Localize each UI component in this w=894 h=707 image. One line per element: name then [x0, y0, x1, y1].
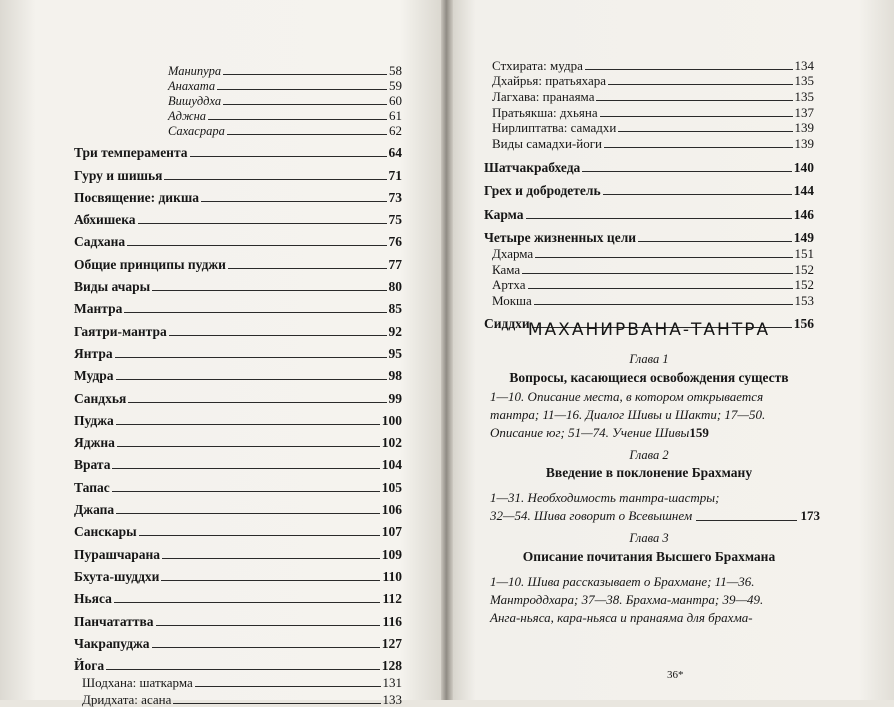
toc-entry	[74, 138, 402, 160]
leader-dots	[162, 558, 380, 559]
toc-entry-page: 109	[381, 546, 402, 562]
leader-dots	[596, 100, 792, 101]
toc-entry-page: 110	[382, 568, 402, 584]
toc-entry-title: Стхирата: мудра	[492, 57, 583, 73]
toc-entry-page: 116	[382, 613, 402, 629]
leader-dots	[106, 669, 380, 670]
toc-entry-page: 146	[793, 206, 814, 222]
toc-entry-title: Янтра	[74, 345, 113, 361]
leader-dots	[116, 513, 380, 514]
leader-dots	[526, 218, 792, 219]
toc-entry	[74, 227, 402, 249]
toc-entry-page: 135	[794, 73, 814, 89]
right-table-of-contents	[484, 57, 814, 331]
toc-entry-title: Мокша	[492, 292, 532, 308]
toc-entry-title: Сиддхи	[484, 316, 530, 332]
leader-dots	[190, 156, 387, 157]
leader-dots	[124, 312, 386, 313]
toc-entry-page: 135	[794, 89, 814, 105]
toc-entry	[484, 120, 814, 136]
toc-entry-title: Санскары	[74, 524, 137, 540]
toc-entry	[484, 245, 814, 261]
toc-entry-title: Артха	[492, 277, 526, 293]
toc-entry-page: 76	[388, 234, 402, 250]
toc-entry	[74, 450, 402, 472]
toc-entry	[484, 222, 814, 246]
toc-entry-title: Пуджа	[74, 412, 114, 428]
leader-dots	[152, 290, 386, 291]
chapter-3-line: 1—10. Шива рассказывает о Брахмане; 11—36.	[490, 574, 755, 589]
toc-entry	[484, 175, 814, 199]
toc-entry-page: 133	[382, 692, 402, 707]
toc-entry-title: Сандхья	[74, 390, 127, 406]
toc-entry-title: Общие принципы пуджи	[74, 256, 226, 272]
toc-entry-page: 85	[388, 301, 402, 317]
leader-dots	[112, 468, 379, 469]
leader-dots	[115, 357, 387, 358]
leader-dots	[127, 245, 386, 246]
toc-entry	[74, 690, 402, 707]
toc-entry-page: 92	[388, 323, 402, 339]
toc-entry	[484, 73, 814, 89]
toc-entry-title: Три темперамента	[74, 145, 188, 161]
leader-dots	[217, 89, 387, 90]
toc-entry	[74, 495, 402, 517]
toc-entry	[74, 316, 402, 338]
chapter-2-title: Введение в поклонение Брахману	[545, 465, 753, 480]
toc-entry	[74, 539, 402, 561]
toc-entry-page: 128	[381, 658, 402, 674]
toc-entry-page: 64	[388, 145, 402, 161]
toc-entry-title: Манипура	[168, 64, 222, 78]
toc-entry-page: 139	[794, 120, 814, 136]
toc-entry-title: Бхута-шуддхи	[74, 568, 160, 584]
toc-entry-page: 153	[794, 292, 814, 308]
toc-entry-title: Чакрапуджа	[74, 635, 150, 651]
chapter-2-page: 173	[800, 508, 820, 523]
leader-dots	[585, 69, 793, 70]
toc-entry-page: 75	[388, 212, 402, 228]
toc-entry-page: 105	[381, 479, 402, 495]
toc-entry-page: 58	[389, 63, 402, 78]
toc-entry	[74, 472, 402, 494]
leader-dots	[223, 74, 387, 75]
toc-entry-page: 139	[794, 136, 814, 152]
left-table-of-contents	[74, 63, 402, 707]
toc-entry	[74, 339, 402, 361]
toc-entry-title: Лагхава: пранаяма	[492, 89, 595, 105]
toc-entry	[74, 272, 402, 294]
toc-entry-title: Карма	[484, 206, 524, 222]
leader-dots	[116, 379, 387, 380]
toc-entry-title: Дридхата: асана	[82, 692, 172, 707]
toc-entry-page: 140	[793, 159, 814, 175]
toc-entry-title: Анахата	[168, 79, 216, 93]
toc-entry-page: 77	[388, 256, 402, 272]
toc-entry	[74, 383, 402, 405]
toc-entry-page: 80	[388, 279, 402, 295]
toc-entry	[74, 629, 402, 651]
toc-entry-page: 112	[382, 591, 402, 607]
leader-dots	[638, 241, 792, 242]
toc-entry-page: 61	[389, 108, 402, 123]
page-signature: 36*	[667, 669, 684, 681]
toc-entry-title: Гаятри-мантра	[74, 323, 167, 339]
chapter-2-line: 32—54. Шива говорит о Всевышнем	[490, 508, 693, 523]
toc-entry-page: 62	[389, 123, 402, 138]
leader-dots	[228, 268, 387, 269]
leader-dots	[164, 179, 386, 180]
toc-entry-page: 71	[388, 167, 402, 183]
toc-entry-page: 73	[388, 189, 402, 205]
toc-entry	[74, 205, 402, 227]
leader-dots	[227, 134, 387, 135]
toc-entry-page: 127	[381, 635, 402, 651]
toc-entry	[74, 517, 402, 539]
toc-entry-page: 144	[793, 183, 814, 199]
leader-dots	[114, 602, 381, 603]
toc-entry	[74, 361, 402, 383]
toc-entry-title: Врата	[74, 457, 111, 473]
toc-entry	[74, 406, 402, 428]
toc-entry-title: Виды самадхи-йоги	[492, 136, 602, 152]
leader-dots	[600, 116, 793, 117]
toc-entry-title: Шодхана: шаткарма	[82, 675, 193, 691]
toc-entry	[484, 277, 814, 293]
chapter-1-label: Глава 1	[629, 352, 669, 366]
toc-entry-title: Дхарма	[492, 245, 534, 261]
toc-entry	[484, 151, 814, 175]
chapter-1-line: тантра; 11—16. Диалог Шивы и Шакти; 17—50.	[490, 407, 766, 422]
leader-dots	[173, 703, 380, 704]
toc-entry-title: Йога	[74, 658, 105, 674]
toc-entry	[74, 562, 402, 584]
toc-entry-title: Панчататтва	[74, 613, 154, 629]
toc-entry-page: 95	[388, 345, 402, 361]
toc-entry-page: 99	[388, 390, 402, 406]
toc-entry-page: 98	[388, 368, 402, 384]
toc-entry	[74, 606, 402, 628]
section-title: МАХАНИРВАНА-ТАНТРА	[527, 320, 771, 340]
toc-entry	[74, 249, 402, 271]
toc-entry	[484, 135, 814, 151]
toc-entry-title: Четыре жизненных цели	[484, 230, 637, 246]
leader-dots	[195, 686, 381, 687]
chapter-2-line: 1—31. Необходимость тантра-шастры;	[490, 490, 720, 505]
toc-entry-page: 104	[381, 457, 402, 473]
chapter-2-description	[490, 489, 820, 525]
toc-entry	[484, 57, 814, 73]
toc-entry-title: Яджна	[74, 435, 115, 451]
leader-dots	[528, 288, 793, 289]
leader-dots	[156, 625, 381, 626]
chapter-2-label: Глава 2	[629, 448, 669, 462]
toc-entry	[74, 651, 402, 673]
toc-entry	[74, 78, 402, 93]
toc-entry-title: Джапа	[74, 502, 115, 518]
leader-dots	[112, 491, 380, 492]
toc-entry	[74, 93, 402, 108]
leader-dots	[604, 147, 793, 148]
chapter-1-description	[490, 388, 820, 442]
toc-entry-page: 152	[794, 261, 814, 277]
leader-dots	[223, 104, 387, 105]
leader-dots	[696, 520, 796, 521]
toc-entry-page: 100	[381, 412, 402, 428]
leader-dots	[128, 402, 386, 403]
leader-dots	[603, 194, 792, 195]
toc-entry	[74, 294, 402, 316]
toc-entry-title: Мудра	[74, 368, 114, 384]
leader-dots	[618, 131, 792, 132]
chapter-3-line: Мантроддхара; 37—38. Брахма-мантра; 39—49.	[490, 592, 764, 607]
toc-entry-title: Гуру и шишья	[74, 167, 163, 183]
toc-entry-title: Вишуддха	[168, 94, 222, 108]
chapter-3-line: Анга-ньяса, кара-ньяса и пранаяма для брахма-	[490, 610, 753, 625]
leader-dots	[534, 304, 793, 305]
chapter-3-title: Описание почитания Высшего Брахмана	[522, 549, 776, 564]
leader-dots	[608, 84, 792, 85]
chapter-1-line: 1—10. Описание места, в котором открывается	[490, 389, 764, 404]
chapter-3-label: Глава 3	[629, 531, 669, 545]
toc-entry-title: Дхайрья: пратьяхара	[492, 73, 607, 89]
toc-entry-page: 152	[794, 277, 814, 293]
leader-dots	[535, 257, 792, 258]
book-gutter	[441, 0, 453, 700]
toc-entry	[484, 198, 814, 222]
toc-entry-page: 106	[381, 502, 402, 518]
toc-entry-title: Сахасрара	[168, 124, 225, 138]
toc-entry	[74, 673, 402, 690]
chapter-1-line: Описание юг; 51—74. Учение Шивы	[490, 425, 690, 440]
toc-entry	[484, 104, 814, 120]
toc-entry-page: 59	[389, 78, 402, 93]
toc-entry-title: Шатчакрабхеда	[484, 159, 581, 175]
leader-dots	[582, 171, 791, 172]
toc-entry-page: 151	[794, 245, 814, 261]
toc-entry-title: Тапас	[74, 479, 110, 495]
toc-entry-title: Пратьякша: дхьяна	[492, 104, 598, 120]
leader-dots	[117, 446, 380, 447]
toc-entry	[484, 292, 814, 308]
toc-entry	[484, 88, 814, 104]
leader-dots	[138, 223, 387, 224]
chapter-1-page: 159	[689, 425, 709, 440]
toc-entry	[74, 183, 402, 205]
leader-dots	[139, 535, 380, 536]
toc-entry	[74, 108, 402, 123]
leader-dots	[116, 424, 380, 425]
toc-entry	[484, 261, 814, 277]
toc-entry-page: 131	[382, 675, 402, 691]
toc-entry-title: Посвящение: дикша	[74, 189, 200, 205]
toc-entry-title: Садхана	[74, 234, 126, 250]
toc-entry-page: 149	[793, 230, 814, 246]
chapter-1-title: Вопросы, касающиеся освобождения существ	[509, 370, 789, 385]
toc-entry	[74, 160, 402, 182]
toc-entry-title: Абхишека	[74, 212, 136, 228]
toc-entry-page: 102	[381, 435, 402, 451]
chapter-2-line-last	[490, 507, 820, 525]
leader-dots	[169, 335, 387, 336]
leader-dots	[152, 647, 380, 648]
chapter-1-line-last	[490, 424, 820, 442]
toc-entry-page: 60	[389, 93, 402, 108]
leader-dots	[522, 273, 792, 274]
toc-entry-title: Мантра	[74, 301, 123, 317]
toc-entry-title: Грех и добродетель	[484, 183, 601, 199]
toc-entry-page: 156	[793, 316, 814, 332]
leader-dots	[161, 580, 380, 581]
chapter-3-description	[490, 573, 820, 627]
toc-entry-title: Пурашчарана	[74, 546, 161, 562]
leader-dots	[208, 119, 387, 120]
toc-entry	[74, 428, 402, 450]
toc-entry-page: 107	[381, 524, 402, 540]
leader-dots	[201, 201, 386, 202]
toc-entry-title: Нирлиптатва: самадхи	[492, 120, 617, 136]
toc-entry-page: 137	[794, 104, 814, 120]
toc-entry-title: Виды ачары	[74, 279, 151, 295]
toc-entry-title: Ньяса	[74, 591, 112, 607]
toc-entry	[74, 63, 402, 78]
toc-entry-title: Кама	[492, 261, 521, 277]
toc-entry-page: 134	[794, 57, 814, 73]
toc-entry-title: Аджна	[168, 109, 207, 123]
toc-entry	[74, 123, 402, 138]
toc-entry	[74, 584, 402, 606]
